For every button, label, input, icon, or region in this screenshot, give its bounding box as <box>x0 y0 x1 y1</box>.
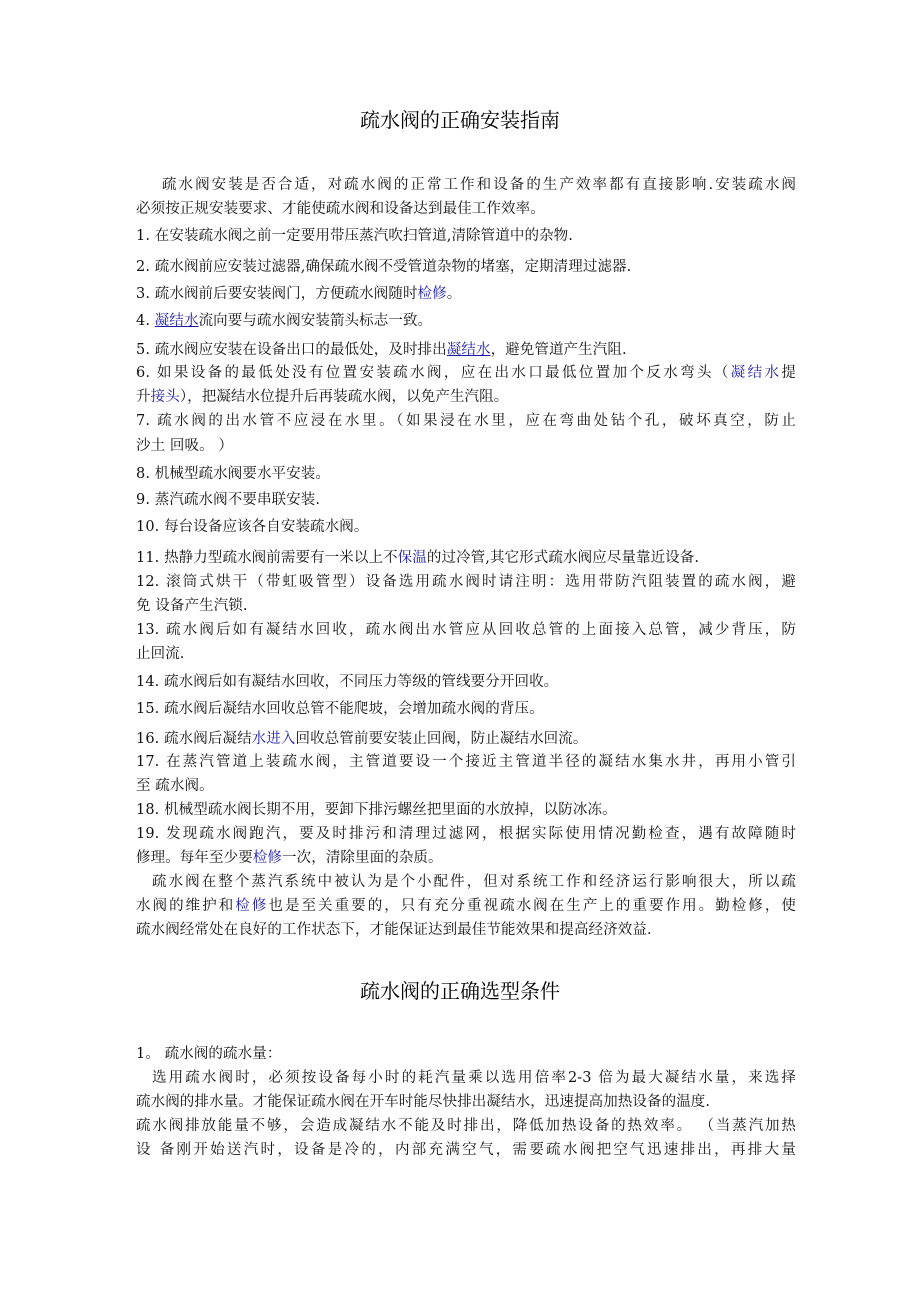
link-shuijinru[interactable]: 水进入 <box>251 731 296 747</box>
link-ningjieshui[interactable]: 凝结水 <box>446 342 491 358</box>
list-item-19-line-1: 19. 发现疏水阀跑汽，要及时排污和清理过滤网，根据实际使用情况勤检查，遇有故障随时 <box>136 826 796 842</box>
list-item-15: 15. 疏水阀后凝结水回收总管不能爬坡，会增加疏水阀的背压。 <box>136 701 544 717</box>
selection-line-1: 选用疏水阀时，必须按设备每小时的耗汽量乘以选用倍率2-3 倍为最大凝结水量，来选择 <box>152 1070 796 1086</box>
list-item-18: 18. 机械型疏水阀长期不用，要卸下排污螺丝把里面的水放掉，以防冰冻。 <box>136 802 617 818</box>
link-jianxiu[interactable]: 检修 <box>235 898 269 914</box>
summary-line-3: 疏水阀经常处在良好的工作状态下，才能保证达到最佳节能效果和提高经济效益. <box>136 922 652 938</box>
list-item-1: 1. 在安装疏水阀之前一定要用带压蒸汽吹扫管道,清除管道中的杂物. <box>136 228 573 244</box>
link-baowen[interactable]: 保温 <box>397 550 427 566</box>
list-item-17-line-2: 至 疏水阀。 <box>136 778 214 794</box>
list-item-9: 9. 蒸汽疏水阀不要串联安装. <box>136 492 321 508</box>
selection-line-3: 疏水阀排放能量不够，会造成凝结水不能及时排出，降低加热设备的热效率。 （当蒸汽加热 <box>136 1118 796 1134</box>
section-title-selection: 疏水阀的正确选型条件 <box>360 979 560 1003</box>
link-ningjieshui[interactable]: 凝结水 <box>730 365 782 381</box>
intro-line-1: 疏水阀安装是否合适，对疏水阀的正常工作和设备的生产效率都有直接影响.安装疏水阀 <box>162 177 796 193</box>
list-item-16: 16. 疏水阀后凝结水进入回收总管前要安装止回阀，防止凝结水回流。 <box>136 731 588 747</box>
list-item-6-line-1: 6. 如果设备的最低处没有位置安装疏水阀，应在出水口最低位置加个反水弯头（凝结水提 <box>136 365 796 381</box>
link-jianxiu[interactable]: 检修 <box>252 850 283 866</box>
summary-line-1: 疏水阀在整个蒸汽系统中被认为是个小配件，但对系统工作和经济运行影响很大，所以疏 <box>152 874 796 890</box>
list-item-6-line-2: 升接头），把凝结水位提升后再装疏水阀，以免产生汽阻。 <box>136 389 509 405</box>
list-item-12-line-2: 免 设备产生汽锁. <box>136 598 248 614</box>
list-item-7-line-1: 7. 疏水阀的出水管不应浸在水里。（如果浸在水里，应在弯曲处钻个孔，破坏真空，防止 <box>136 413 796 429</box>
selection-line-2: 疏水阀的排水量。才能保证疏水阀在开车时能尽快排出凝结水，迅速提高加热设备的温度. <box>136 1094 711 1110</box>
list-item-7-line-2: 沙土 回吸。 ） <box>136 438 234 454</box>
list-item-3: 3. 疏水阀前后要安装阀门，方便疏水阀随时检修。 <box>136 286 462 302</box>
list-item-13-line-1: 13. 疏水阀后如有凝结水回收，疏水阀出水管应从回收总管的上面接入总管，减少背压，防 <box>136 622 796 638</box>
list-item-12-line-1: 12. 滚筒式烘干（带虹吸管型）设备选用疏水阀时请注明：选用带防汽阻装置的疏水阀，避 <box>136 574 796 590</box>
link-jietou[interactable]: 接头 <box>150 389 180 405</box>
list-item-11: 11. 热静力型疏水阀前需要有一米以上不保温的过冷管,其它形式疏水阀应尽量靠近设备. <box>136 550 700 566</box>
list-item-14: 14. 疏水阀后如有凝结水回收，不同压力等级的管线要分开回收。 <box>136 674 559 690</box>
list-item-13-line-2: 止回流. <box>136 646 185 662</box>
list-item-19-line-2: 修理。每年至少要检修一次，清除里面的杂质。 <box>136 850 443 866</box>
list-item-17-line-1: 17. 在蒸汽管道上装疏水阀，主管道要设一个接近主管道半径的凝结水集水井，再用小管引 <box>136 754 796 770</box>
link-jianxiu[interactable]: 检修 <box>417 286 447 302</box>
link-ningjieshui[interactable]: 凝结水 <box>154 313 199 329</box>
list-item-10: 10. 每台设备应该各自安装疏水阀。 <box>136 519 369 535</box>
summary-line-2: 水阀的维护和检修也是至关重要的，只有充分重视疏水阀在生产上的重要作用。勤检修，使 <box>136 898 797 914</box>
list-item-2: 2. 疏水阀前应安装过滤器,确保疏水阀不受管道杂物的堵塞，定期清理过滤器. <box>136 259 632 275</box>
list-item-8: 8. 机械型疏水阀要水平安装。 <box>136 466 330 482</box>
list-item-4: 4. 凝结水流向要与疏水阀安装箭头标志一致。 <box>136 313 433 329</box>
list-item-5: 5. 疏水阀应安装在设备出口的最低处，及时排出凝结水，避免管道产生汽阻. <box>136 342 627 358</box>
intro-line-2: 必须按正规安装要求、才能使疏水阀和设备达到最佳工作效率。 <box>136 201 545 217</box>
page-title: 疏水阀的正确安装指南 <box>360 108 560 132</box>
selection-heading-1: 1。 疏水阀的疏水量： <box>136 1046 282 1062</box>
selection-line-4: 设 备刚开始送汽时，设备是冷的，内部充满空气，需要疏水阀把空气迅速排出，再排大量 <box>136 1142 796 1158</box>
